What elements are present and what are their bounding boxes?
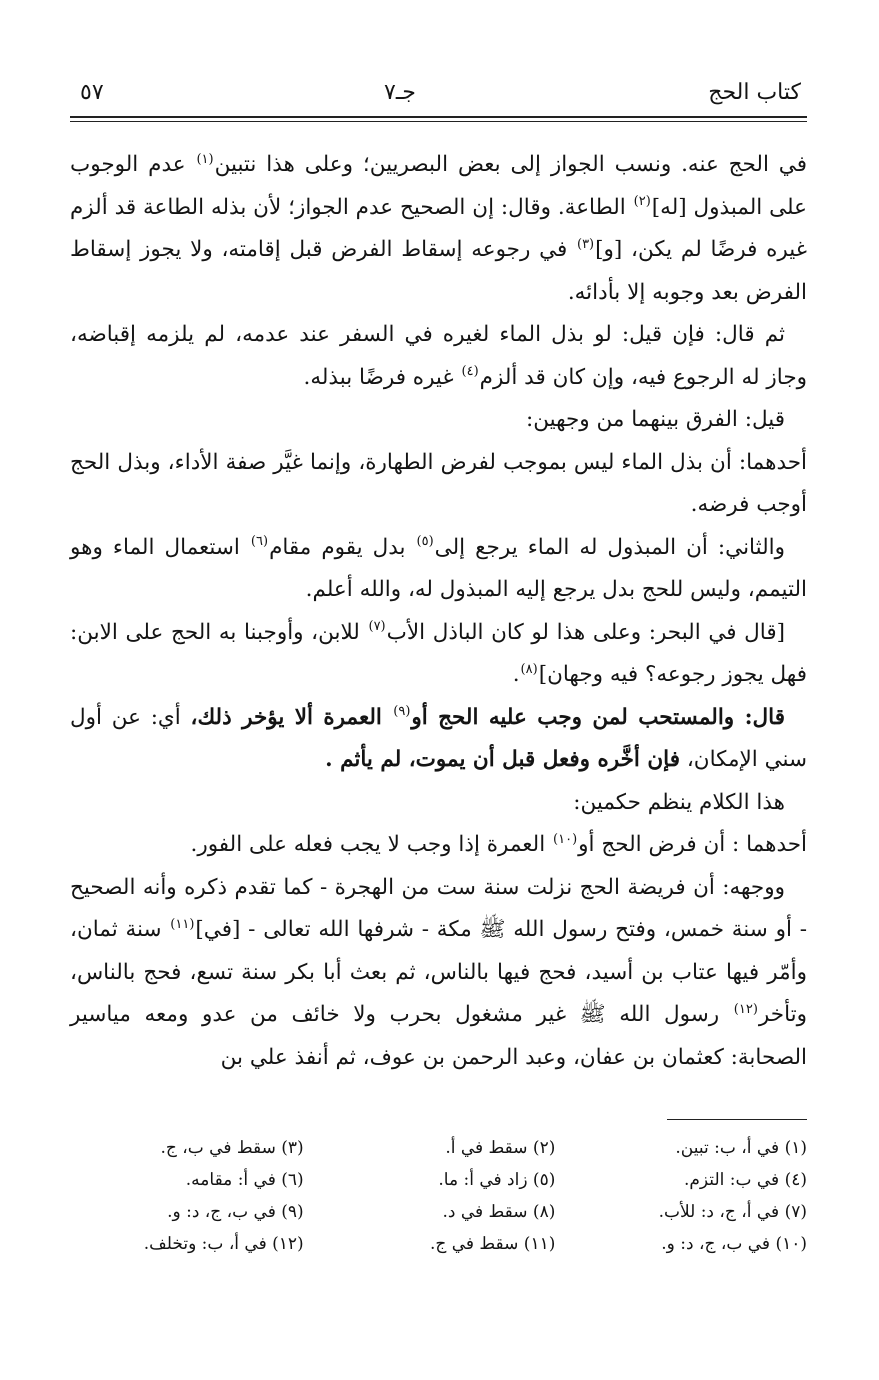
footnote-marker: (١١) (170, 916, 195, 932)
paragraph (70, 697, 807, 782)
text-segment: هذا الكلام ينظم حكمين: (573, 789, 785, 815)
text-segment: رسول الله ﷺ غير مشغول بحرب ولا خائف من عدو ومعه مياسير الصحابة: كعثمان بن عفان، وعبد الرحمن بن عوف، ثم أنفذ علي بن (70, 1002, 807, 1070)
footnote-item: (٦) في أ: مقامه. (185, 1170, 304, 1190)
header-rule-thick (70, 116, 807, 118)
volume-label: جـ٧ (384, 80, 416, 105)
text-segment: بدل يقوم مقام (269, 534, 416, 560)
bold-text-segment: قال: والمستحب لمن وجب عليه الحج أو (411, 704, 785, 730)
footnote-item: (٢) سقط في أ. (445, 1138, 556, 1158)
bold-text-segment: العمرة ألا يؤخر ذلك، (190, 704, 393, 730)
footnote-marker: (٦) (250, 534, 269, 550)
text-segment: الطاعة. وقال: إن الصحيح عدم الجواز؛ لأن بذله الطاعة قد ألزم غيره فرضًا لم يكن، [و] (70, 194, 807, 262)
paragraph (70, 867, 807, 1080)
footnote-item: (١٠) في ب، ج، د: و. (661, 1234, 807, 1254)
text-segment: سنة ثمان، وأمّر فيها عتاب بن أسيد، فحج فيها بالناس، ثم بعث أبا بكر سنة تسع، فحج بالناس، وتأخر (70, 917, 807, 1027)
footnote-marker: (٨) (520, 661, 538, 677)
text-segment: أحدهما: أن بذل الماء ليس بموجب لفرض الطهارة، وإنما غيَّر صفة الأداء، وبذل الحج أوجب فرضه. (70, 449, 807, 517)
bold-text-segment: فإن أخَّره وفعل قبل أن يموت، لم يأثم . (325, 747, 680, 772)
footnote-item: (٤) في ب: التزم. (684, 1170, 807, 1190)
footnote-item: (٩) في ب، ج، د: و. (167, 1202, 304, 1222)
text-segment: [قال في البحر: وعلى هذا لو كان الباذل الأب (386, 619, 785, 645)
text-segment: غيره فرضًا ببذله. (303, 364, 461, 390)
paragraph (70, 314, 807, 399)
footnote-marker: (٥) (416, 534, 434, 550)
footnote-marker: (١٢) (733, 1001, 758, 1017)
footnote-item: (١) في أ، ب: تبين. (675, 1138, 807, 1158)
text-segment: العمرة إذا وجب لا يجب فعله على الفور. (190, 832, 553, 857)
footnote-marker: (٧) (368, 619, 386, 635)
footnote-marker: (٣) (576, 236, 595, 252)
paragraph (70, 782, 807, 825)
footnote-item: (٧) في أ، ج، د: للأب. (658, 1202, 807, 1222)
body-text (70, 144, 807, 1079)
footnote-item: (٣) سقط في ب، ج. (160, 1138, 304, 1158)
text-segment: للابن، وأوجبنا به الحج على الابن: فهل يجوز رجوعه؟ فيه وجهان] (70, 619, 807, 687)
text-segment: والثاني: أن المبذول له الماء يرجع إلى (434, 534, 785, 560)
text-segment: في رجوعه إسقاط الفرض قبل إقامته، ولا يجوز إسقاط الفرض بعد وجوبه إلا بأدائه. (70, 237, 807, 305)
footnote-marker: (٤) (461, 364, 479, 380)
footnote-item: (٨) سقط في د. (442, 1202, 556, 1222)
text-segment: عدم الوجوب على المبذول [له] (70, 152, 808, 220)
footnote-list (70, 1134, 807, 1258)
paragraph (70, 144, 807, 314)
text-segment: ووجهه: أن فريضة الحج نزلت سنة ست من الهجرة - كما تقدم ذكره وأنه الصحيح - أو سنة خمس، وفتح رسول الله ﷺ مكة - شرفها الله تعالى - [في] (70, 874, 807, 942)
text-segment: أحدهما : أن فرض الحج أو (578, 832, 807, 857)
text-segment: . (512, 662, 520, 687)
paragraph (70, 442, 807, 527)
footnote-item: (١١) سقط في ج. (429, 1234, 556, 1254)
footnote-marker: (١) (196, 151, 214, 167)
text-segment: قيل: الفرق بينهما من وجهين: (526, 407, 785, 432)
header-rule-thin (70, 121, 807, 122)
page-number: ٥٧ (80, 80, 104, 105)
footnote-marker: (٩) (393, 704, 411, 720)
book-title: كتاب الحج (708, 80, 801, 105)
footnotes-section (70, 1119, 807, 1258)
paragraph (70, 527, 807, 612)
text-segment: ثم قال: فإن قيل: لو بذل الماء لغيره في السفر عند عدمه، لم يلزمه إقباضه، وجاز له الرجوع فيه، وإن كان قد ألزم (70, 322, 807, 390)
paragraph (70, 824, 807, 867)
footnote-item: (٥) زاد في أ: ما. (438, 1170, 556, 1190)
paragraph (70, 399, 807, 442)
footnote-marker: (١٠) (553, 831, 578, 847)
text-segment: استعمال الماء وهو التيمم، وليس للحج بدل يرجع إليه المبذول له، والله أعلم. (70, 534, 807, 602)
text-segment: أي: عن أول سني الإمكان، (70, 704, 807, 772)
footnote-separator (667, 1119, 807, 1120)
paragraph (70, 612, 807, 697)
text-segment: في الحج عنه. ونسب الجواز إلى بعض البصريين؛ وعلى هذا نتبين (214, 152, 807, 177)
footnote-item: (١٢) في أ، ب: وتخلف. (143, 1234, 304, 1254)
footnote-marker: (٢) (633, 194, 651, 210)
page-header (70, 78, 807, 108)
